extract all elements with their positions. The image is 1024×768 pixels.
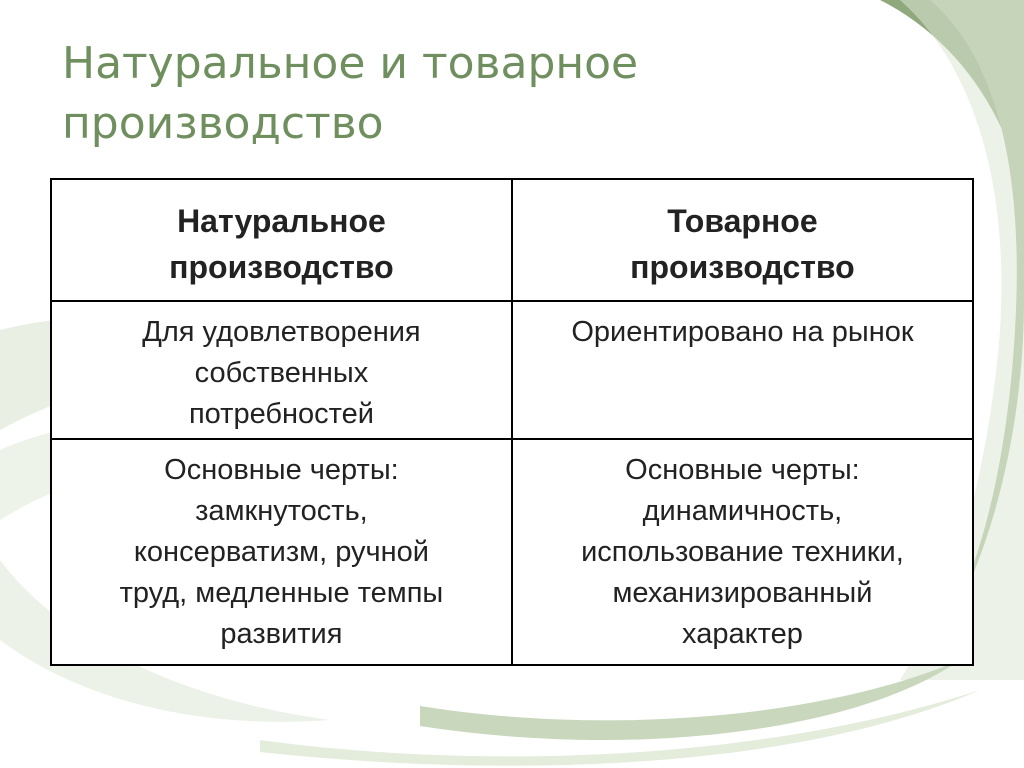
bottom-swoosh <box>420 660 960 740</box>
cell-commodity-features <box>512 439 973 665</box>
header-natural-label: Натуральное производство <box>169 203 394 285</box>
header-natural-production <box>51 179 512 301</box>
cell-natural-purpose <box>51 301 512 439</box>
cell-natural-features-text: Основные черты: замкнутость, консерватизм, ручной труд, медленные темпы развития <box>119 454 444 650</box>
cell-commodity-features-text: Основные черты: динамичность, использование техники, механизированный характер <box>581 454 904 650</box>
cell-commodity-purpose <box>512 301 973 439</box>
header-commodity-label: Товарное производство <box>630 203 855 285</box>
comparison-table <box>50 178 974 666</box>
cell-natural-features <box>51 439 512 665</box>
slide-title: Натуральное и товарное производство <box>62 38 639 149</box>
table-row-purpose <box>51 301 973 439</box>
cell-natural-purpose-text: Для удовлетворения собственных потребностей <box>142 316 421 430</box>
cell-commodity-purpose-text: Ориентировано на рынок <box>571 316 914 348</box>
table-row-features <box>51 439 973 665</box>
header-commodity-production <box>512 179 973 301</box>
table-header-row <box>51 179 973 301</box>
